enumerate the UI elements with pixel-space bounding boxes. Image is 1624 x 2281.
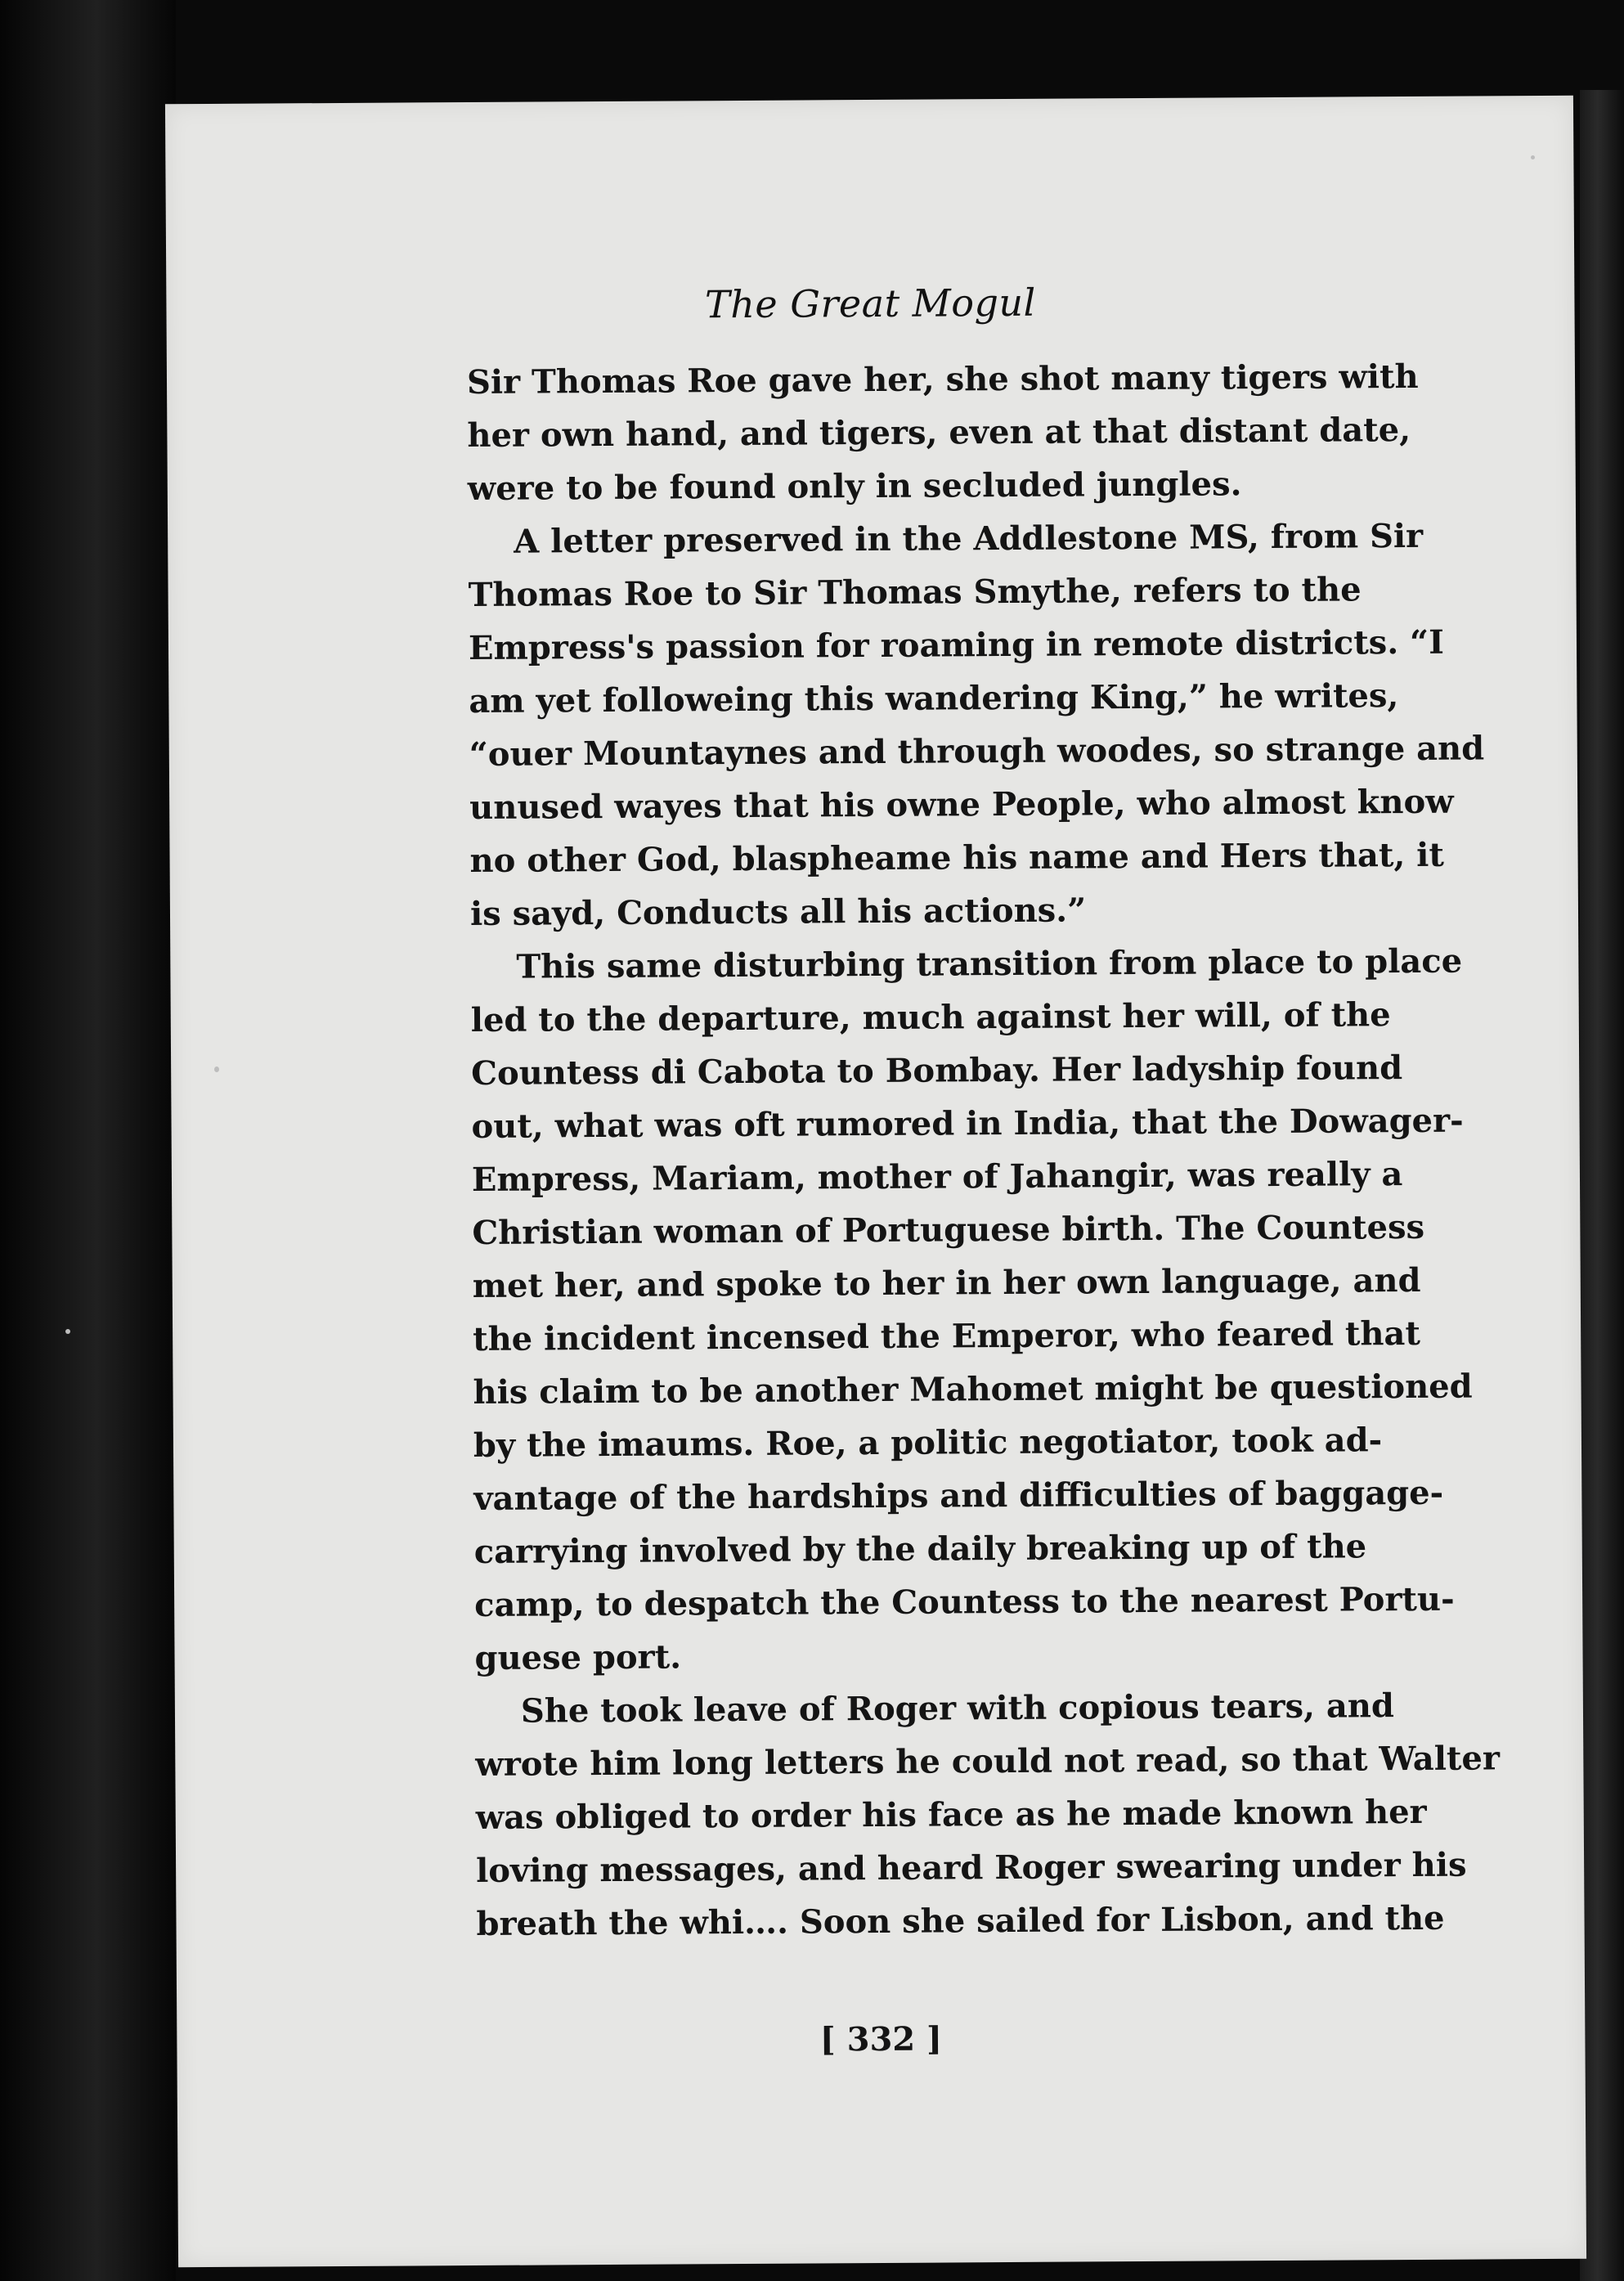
paragraph xyxy=(466,350,1419,515)
page-edge xyxy=(1580,90,1624,2281)
text-line: wrote him long letters he could not read, so that Walter xyxy=(475,1739,1501,1785)
running-head: The Great Mogul xyxy=(704,280,1036,327)
text-line: was obliged to order his face as he made known her xyxy=(475,1792,1427,1838)
text-line: guese port. xyxy=(474,1637,682,1678)
text-line: Christian woman of Portuguese birth. The Countess xyxy=(472,1207,1425,1253)
text-line: her own hand, and tigers, even at that distant date, xyxy=(467,410,1411,456)
text-line: were to be found only in secluded jungles. xyxy=(467,465,1242,509)
text-line: This same disturbing transition from place to place xyxy=(516,941,1463,986)
text-line: Empress's passion for roaming in remote districts. “I xyxy=(468,622,1444,668)
paragraph xyxy=(475,1679,1501,1951)
dust-speck xyxy=(65,1329,70,1334)
text-line: carrying involved by the daily breaking up of the xyxy=(473,1527,1367,1572)
text-line: his claim to be another Mahomet might be questioned xyxy=(473,1367,1473,1412)
text-line: unused wayes that his owne People, who almost know xyxy=(469,782,1454,828)
text-line: She took leave of Roger with copious tears, and xyxy=(520,1686,1395,1731)
text-line: out, what was oft rumored in India, that the Dowager- xyxy=(471,1101,1464,1147)
text-line: vantage of the hardships and difficulties of baggage- xyxy=(473,1473,1444,1519)
dust-speck xyxy=(214,1066,219,1072)
text-line: breath the whi…. Soon she sailed for Lisbon, and the xyxy=(476,1898,1445,1944)
text-line: the incident incensed the Emperor, who feared that xyxy=(473,1313,1420,1359)
text-line: camp, to despatch the Countess to the nearest Portu- xyxy=(474,1579,1455,1625)
paragraph xyxy=(468,510,1485,941)
book-binding xyxy=(0,0,176,2281)
text-line: “ouer Mountaynes and through woodes, so strange and xyxy=(469,729,1485,775)
text-line: loving messages, and heard Roger swearing under his xyxy=(475,1845,1467,1891)
page-number: [ 332 ] xyxy=(819,2019,943,2059)
text-line: Countess di Cabota to Bombay. Her ladyship found xyxy=(471,1048,1403,1093)
text-line: A letter preserved in the Addlestone MS, from Sir xyxy=(514,516,1424,561)
paragraph xyxy=(470,935,1473,1685)
text-line: Thomas Roe to Sir Thomas Smythe, refers to the xyxy=(468,570,1362,615)
text-line: led to the departure, much against her will, of the xyxy=(470,995,1391,1040)
book-page xyxy=(165,96,1586,2267)
text-line: Sir Thomas Roe gave her, she shot many tigers with xyxy=(466,357,1419,402)
dust-speck xyxy=(1531,155,1535,159)
text-line: met her, and spoke to her in her own language, and xyxy=(472,1260,1421,1306)
text-line: am yet followeing this wandering King,” he writes, xyxy=(469,676,1399,721)
text-line: Empress, Mariam, mother of Jahangir, was really a xyxy=(471,1155,1403,1200)
text-line: by the imaums. Roe, a politic negotiator, took ad- xyxy=(473,1421,1383,1466)
text-line: is sayd, Conducts all his actions.” xyxy=(469,891,1087,934)
text-line: no other God, blaspheame his name and Hers that, it xyxy=(469,835,1445,881)
body-text xyxy=(466,350,1501,1951)
